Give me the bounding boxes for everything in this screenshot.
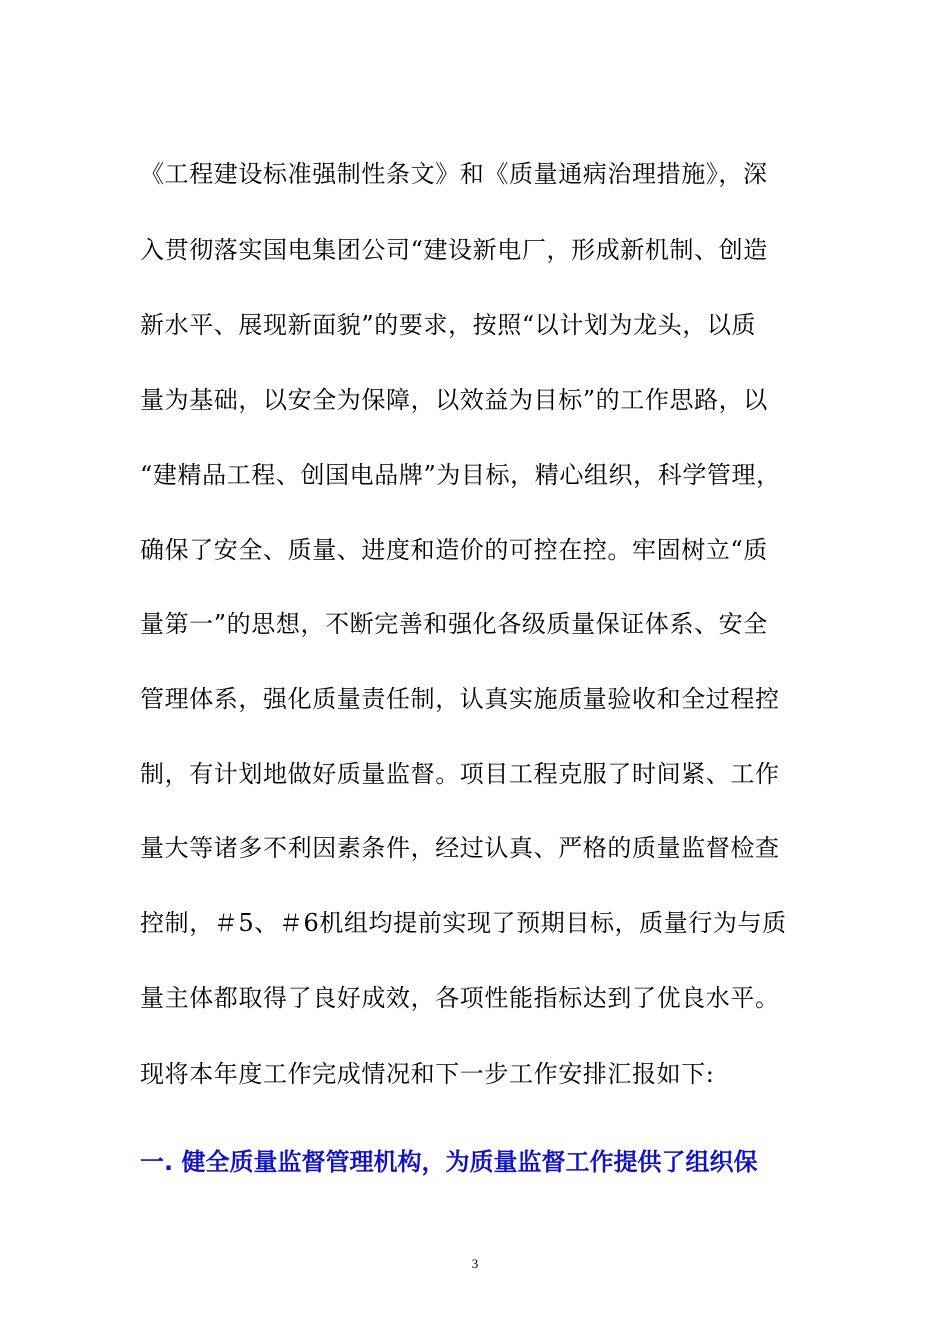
paragraph-line: 量第一”的思想，不断完善和强化各级质量保证体系、安全 [140,610,768,638]
paragraph-line: 新水平、展现新面貌”的要求，按照“以计划为龙头，以质 [140,311,757,339]
section-heading: 一. 健全质量监督管理机构，为质量监督工作提供了组织保 [140,1148,758,1176]
page-number: 3 [471,1256,479,1271]
paragraph-line: 入贯彻落实国电集团公司“建设新电厂，形成新机制、创造 [140,236,768,264]
paragraph-line: 《工程建设标准强制性条文》和《质量通病治理措施》，深 [140,160,768,188]
paragraph-line: 制，有计划地做好质量监督。项目工程克服了时间紧、工作 [140,760,780,788]
paragraph-line: 控制，＃5、＃6机组均提前实现了预期目标，质量行为与质 [140,909,787,937]
paragraph-line: 量主体都取得了良好成效，各项性能指标达到了优良水平。 [140,984,780,1012]
paragraph-line: “建精品工程、创国电品牌”为目标，精心组织，科学管理， [140,461,781,489]
paragraph-line: 量大等诸多不利因素条件，经过认真、严格的质量监督检查 [140,834,780,862]
paragraph-line: 确保了安全、质量、进度和造价的可控在控。牢固树立“质 [140,536,768,564]
paragraph-line: 管理体系，强化质量责任制，认真实施质量验收和全过程控 [140,685,780,713]
paragraph-line: 量为基础，以安全为保障，以效益为目标”的工作思路，以 [140,386,768,414]
paragraph-line: 现将本年度工作完成情况和下一步工作安排汇报如下: [140,1060,715,1088]
